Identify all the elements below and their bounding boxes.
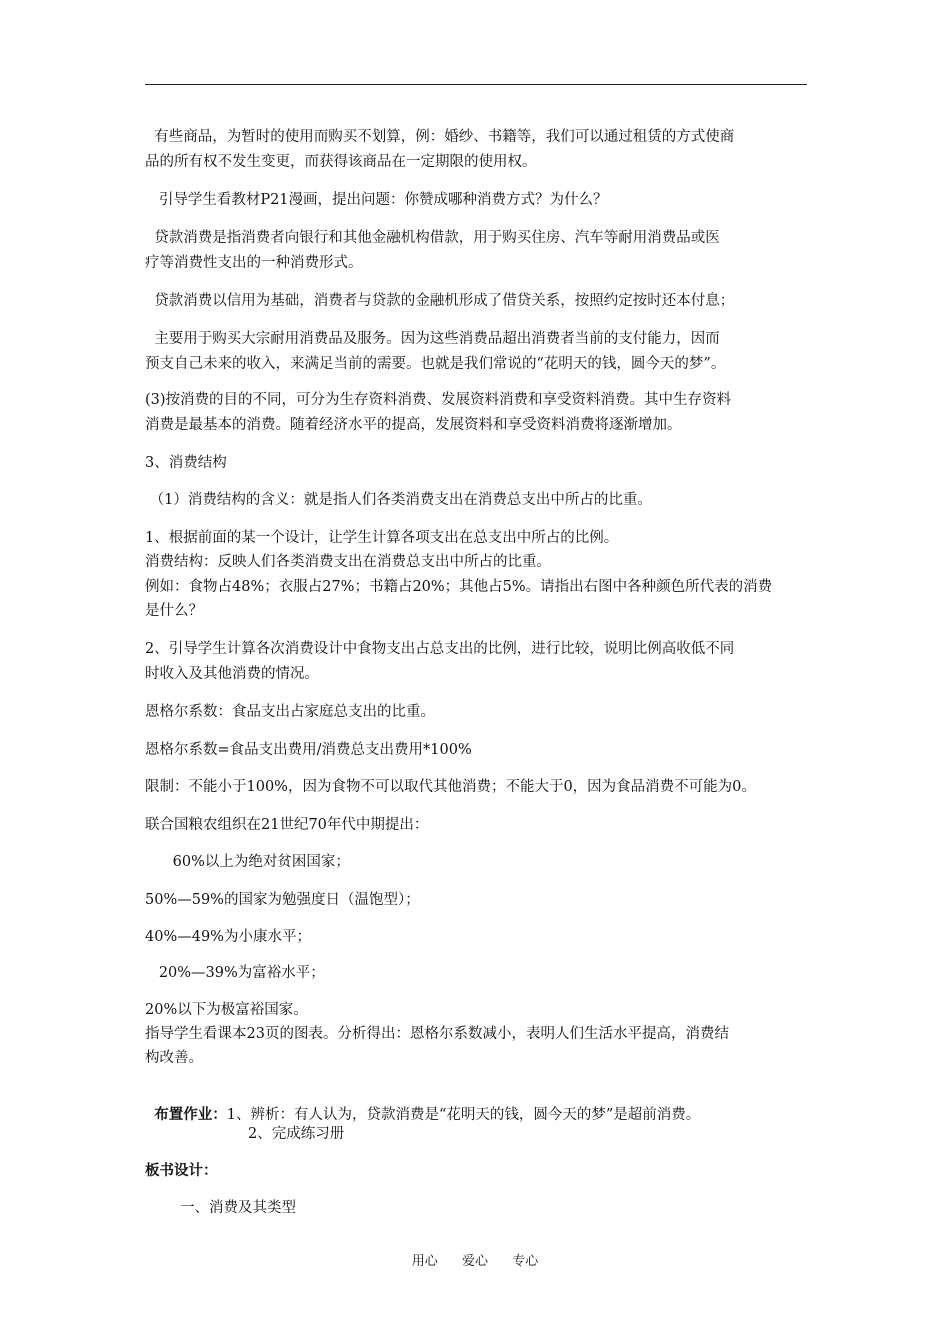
text-line: 2、引导学生计算各次消费设计中食物支出占总支出的比例，进行比较，说明比例高收低不同	[145, 641, 735, 657]
board-item-1: 一、消费及其类型	[180, 1200, 296, 1216]
text-line: 40%—49%为小康水平；	[145, 929, 311, 945]
text-line: 20%—39%为富裕水平；	[145, 965, 325, 981]
board-label: 板书设计：	[145, 1162, 218, 1179]
text-line: 60%以上为绝对贫困国家；	[145, 854, 350, 870]
text-line: 贷款消费是指消费者向银行和其他金融机构借款，用于购买住房、汽车等耐用消费品或医	[145, 230, 720, 246]
text-line: 消费是最基本的消费。随着经济水平的提高，发展资料和享受资料消费将逐渐增加。	[145, 417, 682, 433]
text-line: 时收入及其他消费的情况。	[145, 666, 319, 682]
homework-label: 布置作业：	[154, 1106, 227, 1123]
text-line: 品的所有权不发生变更，而获得该商品在一定期限的使用权。	[145, 154, 537, 170]
text-line: 有些商品，为暂时的使用而购买不划算，例：婚纱、书籍等，我们可以通过租赁的方式使商	[145, 129, 735, 145]
text-line: 构改善。	[145, 1050, 203, 1066]
text-line: 引导学生看教材P21漫画，提出问题：你赞成哪种消费方式？为什么？	[145, 192, 608, 208]
text-line: 恩格尔系数=食品支出费用/消费总支出费用*100%	[145, 742, 472, 758]
text-line: 贷款消费以信用为基础，消费者与贷款的金融机形成了借贷关系，按照约定按时还本付息；	[145, 293, 735, 309]
text-line: 恩格尔系数：食品支出占家庭总支出的比重。	[145, 704, 435, 720]
text-line: 1、根据前面的某一个设计，让学生计算各项支出在总支出中所占的比例。	[145, 530, 619, 546]
text-line: 限制：不能小于100%，因为食物不可以取代其他消费；不能大于0，因为食品消费不可能为0。	[145, 779, 756, 795]
text-line: (3)按消费的目的不同，可分为生存资料消费、发展资料消费和享受资料消费。其中生存资料	[145, 392, 732, 408]
text-line: 是什么？	[145, 603, 203, 619]
text-line: 指导学生看课本23页的图表。分析得出：恩格尔系数减小，表明人们生活水平提高，消费结	[145, 1026, 729, 1042]
text-line: 20%以下为极富裕国家。	[145, 1002, 308, 1018]
text-line: 例如：食物占48%；衣服占27%；书籍占20%；其他占5%。请指出右图中各种颜色所代表的消费	[145, 579, 773, 595]
text-line: 联合国粮农组织在21世纪70年代中期提出：	[145, 817, 429, 833]
text-line: 消费结构：反映人们各类消费支出在消费总支出中所占的比重。	[145, 554, 551, 570]
text-line: （1）消费结构的含义：就是指人们各类消费支出在消费总支出中所占的比重。	[145, 492, 652, 508]
text-line: 50%—59%的国家为勉强度日（温饱型）；	[145, 892, 420, 908]
section-heading: 3、消费结构	[145, 455, 227, 471]
page-footer: 用心 爱心 专心	[411, 1254, 539, 1269]
homework-item-1: 1、辨析：有人认为，贷款消费是“花明天的钱，圆今天的梦”是超前消费。	[226, 1107, 701, 1123]
text-line: 疗等消费性支出的一种消费形式。	[145, 255, 363, 271]
homework-item-2: 2、完成练习册	[248, 1126, 345, 1142]
header-rule	[145, 84, 807, 85]
homework-line	[145, 1085, 700, 1125]
text-line: 预支自己未来的收入，来满足当前的需要。也就是我们常说的“花明天的钱，圆今天的梦”。	[145, 356, 726, 372]
text-line: 主要用于购买大宗耐用消费品及服务。因为这些消费品超出消费者当前的支付能力，因而	[145, 331, 720, 347]
